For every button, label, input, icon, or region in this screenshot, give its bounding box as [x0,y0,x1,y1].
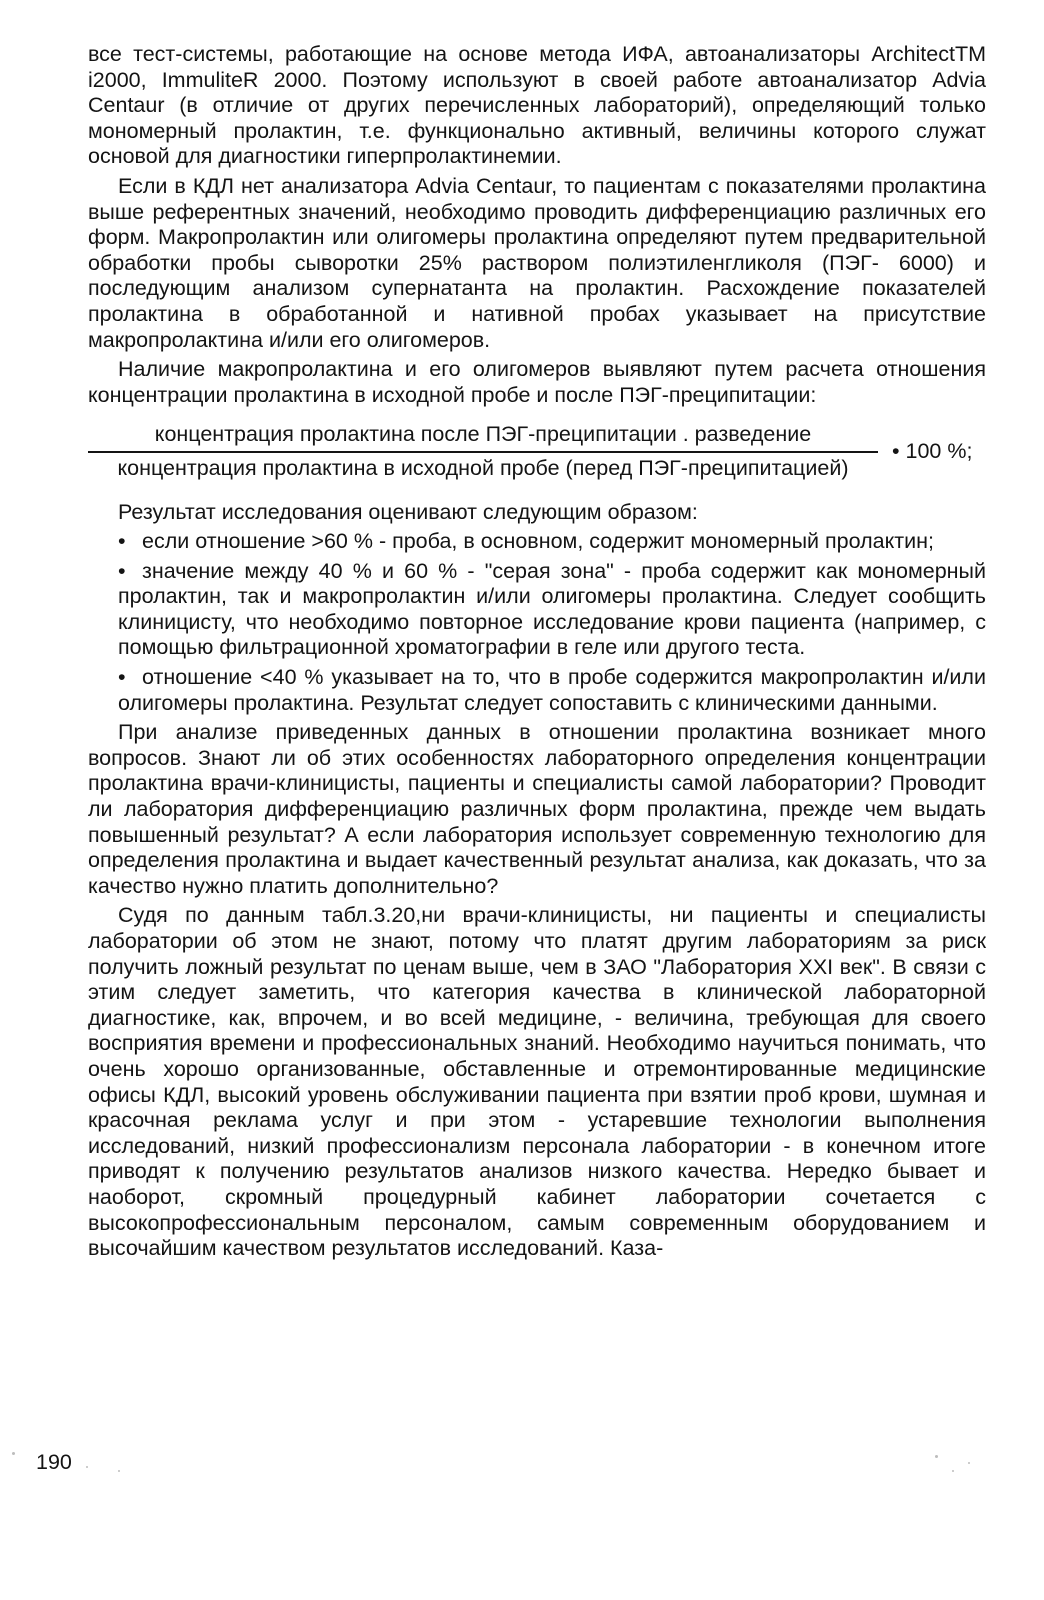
page-number: 190 [36,1450,72,1474]
paragraph-4: При анализе приведенных данных в отношении пролактина возникает много вопросов. Знают ли об этих особенностях лабораторного определения концентрации пролактина врачи-клиницисты, пациенты и специалисты самой лаборатории? Проводит ли лаборатория дифференциацию различных форм пролактина, прежде чем выдать повышенный результат? А если лаборатория использует современную технологию для определения пролактина и выдает качественный результат анализа, как доказать, что за качество нужно платить дополнительно? [88,720,986,898]
paragraph-2: Если в КДЛ нет анализатора Advia Centaur, то пациентам с показателями пролактина выше референтных значений, необходимо проводить дифференциацию различных его форм. Макропролактин или олигомеры пролактина определяют путем предварительной обработки пробы сыворотки 25% раствором полиэтиленгликоля (ПЭГ- 6000) и последующим анализом супернатанта на пролактин. Расхождение показателей пролактина в обработанной и нативной пробах указывает на присутствие макропролактина и/или его олигомеров. [88,173,986,352]
scan-speck [118,1470,120,1472]
bullet-item [88,559,986,661]
page-body [88,42,986,1266]
bullet-item [88,665,986,716]
bullet-glyph: • [118,529,126,554]
formula-fraction [88,422,878,481]
result-intro: Результат исследования оценивают следующим образом: [118,499,698,524]
formula-denominator: концентрация пролактина в исходной пробе (перед ПЭГ-преципитацией) [88,451,878,482]
formula-numerator: концентрация пролактина после ПЭГ-преципитации . разведение [154,422,812,447]
paragraph-5: Судя по данным табл.3.20,ни врачи-клиницисты, ни пациенты и специалисты лаборатории об этом не знают, потому что платят другим лабораториям за риск получить ложный результат по ценам выше, чем в ЗАО "Лаборатория XXI век". В связи с этим следует заметить, что категория качества в клинической лабораторной диагностике, как, впрочем, и во всей медицине, - величина, требующая для своего восприятия времени и профессиональных знаний. Необходимо научиться понимать, что очень хорошо организованные, обставленные и отремонтированные медицинские офисы КДЛ, высокий уровень обслуживании пациента при взятии проб крови, шумная и красочная реклама услуг и при этом - устаревшие технологии выполнения исследований, низкий профессионализм персонала лаборатории - в конечном итоге приводят к получению результатов анализов низкого качества. Нередко бывает и наоборот, скромный процедурный кабинет лаборатории сочетается с высокопрофессиональным персоналом, самым современным оборудованием и высочайшим качеством результатов исследований. Каза- [88,903,986,1261]
bullet-item [88,529,986,555]
scan-speck [86,1466,88,1468]
scan-speck [12,1452,15,1455]
bullet-glyph: • [118,665,126,690]
bullet-text: если отношение >60 % - проба, в основном, содержит мономерный пролактин; [142,529,934,554]
scan-speck [968,1462,970,1464]
paragraph-1: все тест-системы, работающие на основе метода ИФА, автоанализаторы ArchitectTM i2000, ImmuliteR 2000. Поэтому используют в своей работе автоанализатор Advia Centaur (в отличие от других перечисленных лабораторий), определяющий только мономерный пролактин, т.е. функционально активный, величины которого служат основой для диагностики гиперпролактинемии. [88,42,986,169]
paragraph-3: Наличие макропролактина и его олигомеров выявляют путем расчета отношения концентрации пролактина в исходной пробе и после ПЭГ-преципитации: [88,357,986,407]
formula-multiplier: • 100 %; [892,439,973,464]
bullet-text: значение между 40 % и 60 % - "серая зона" - проба содержит как мономерный пролактин, так и макропролактин и/или олигомеры пролактина. Следует сообщить клиницисту, что необходимо повторное исследование крови пациента (например, с помощью фильтрационной хроматографии в геле или другого теста. [118,558,986,660]
scan-speck [952,1470,954,1472]
bullet-glyph: • [118,558,126,583]
bullet-text: отношение <40 % указывает на то, что в пробе содержится макропролактин и/или олигомеры пролактина. Результат следует сопоставить с клиническими данными. [118,665,986,715]
scan-speck [935,1455,938,1458]
ratio-formula [88,422,986,481]
